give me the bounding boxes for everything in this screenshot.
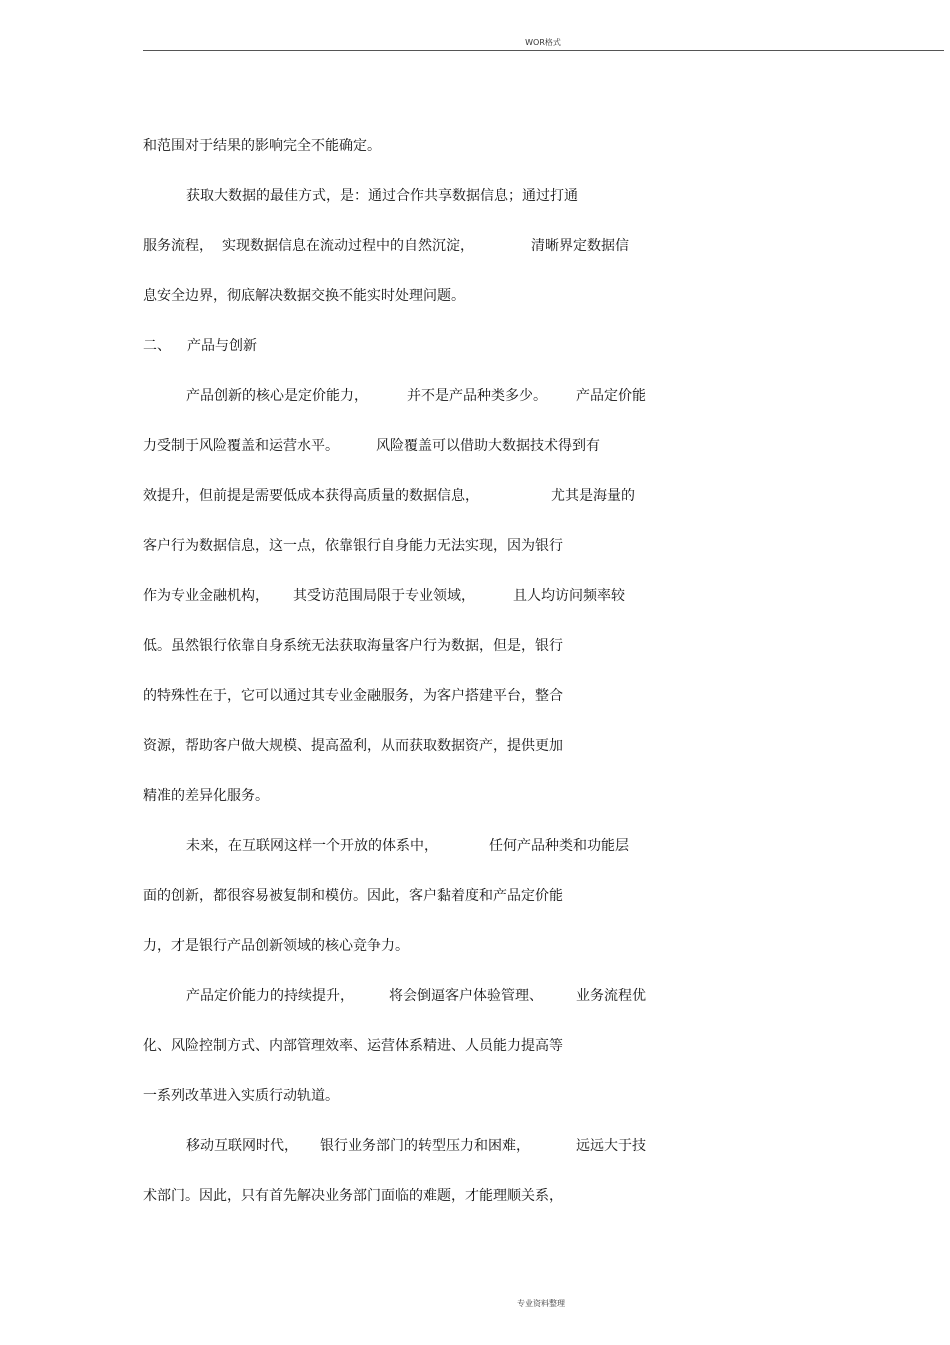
text-segment: 清晰界定数据信 [531,238,629,254]
text-segment: 业务流程优 [576,988,646,1004]
text-segment: 任何产品种类和功能层 [489,838,629,854]
text-segment: 作为专业金融机构， [143,588,269,604]
text-segment: 和范围对于结果的影响完全不能确定。 [143,138,381,154]
text-segment: 一系列改革进入实质行动轨道。 [143,1088,339,1104]
text-segment: 产品定价能力的持续提升， [186,988,354,1004]
text-segment: 二、 [143,338,171,354]
text-segment: 其受访范围局限于专业领域， [293,588,475,604]
text-segment: 移动互联网时代， [186,1138,298,1154]
text-segment: 术部门。因此，只有首先解决业务部门面临的难题，才能理顺关系， [143,1188,563,1204]
text-segment: 力受制于风险覆盖和运营水平。 [143,438,339,454]
text-segment: 的特殊性在于，它可以通过其专业金融服务，为客户搭建平台，整合 [143,688,563,704]
text-segment: 精准的差异化服务。 [143,788,269,804]
text-segment: 银行业务部门的转型压力和困难， [320,1138,530,1154]
text-segment: 力，才是银行产品创新领域的核心竞争力。 [143,938,409,954]
text-segment: 产品定价能 [576,388,646,404]
text-segment: 客户行为数据信息，这一点，依靠银行自身能力无法实现，因为银行 [143,538,563,554]
header-divider [143,50,944,51]
text-segment: 面的创新，都很容易被复制和模仿。因此，客户黏着度和产品定价能 [143,888,563,904]
text-segment: 获取大数据的最佳方式，是：通过合作共享数据信息；通过打通 [186,188,578,204]
text-segment: 产品与创新 [187,338,257,354]
text-segment: 资源，帮助客户做大规模、提高盈利，从而获取数据资产，提供更加 [143,738,563,754]
text-segment: 未来，在互联网这样一个开放的体系中， [186,838,438,854]
text-segment: 产品创新的核心是定价能力， [186,388,368,404]
text-segment: 且人均访问频率较 [513,588,625,604]
text-segment: 将会倒逼客户体验管理、 [389,988,543,1004]
page-footer: 专业资料整理 [517,1299,565,1308]
text-segment: 尤其是海量的 [551,488,635,504]
text-segment: 并不是产品种类多少。 [407,388,547,404]
text-segment: 息安全边界，彻底解决数据交换不能实时处理问题。 [143,288,465,304]
text-segment: 实现数据信息在流动过程中的自然沉淀， [222,238,474,254]
page-header: WOR格式 [525,38,561,47]
text-segment: 风险覆盖可以借助大数据技术得到有 [376,438,600,454]
text-segment: 服务流程， [143,238,213,254]
text-segment: 远远大于技 [576,1138,646,1154]
text-segment: 低。虽然银行依靠自身系统无法获取海量客户行为数据，但是，银行 [143,638,563,654]
text-segment: 化、风险控制方式、内部管理效率、运营体系精进、人员能力提高等 [143,1038,563,1054]
text-segment: 效提升，但前提是需要低成本获得高质量的数据信息， [143,488,479,504]
